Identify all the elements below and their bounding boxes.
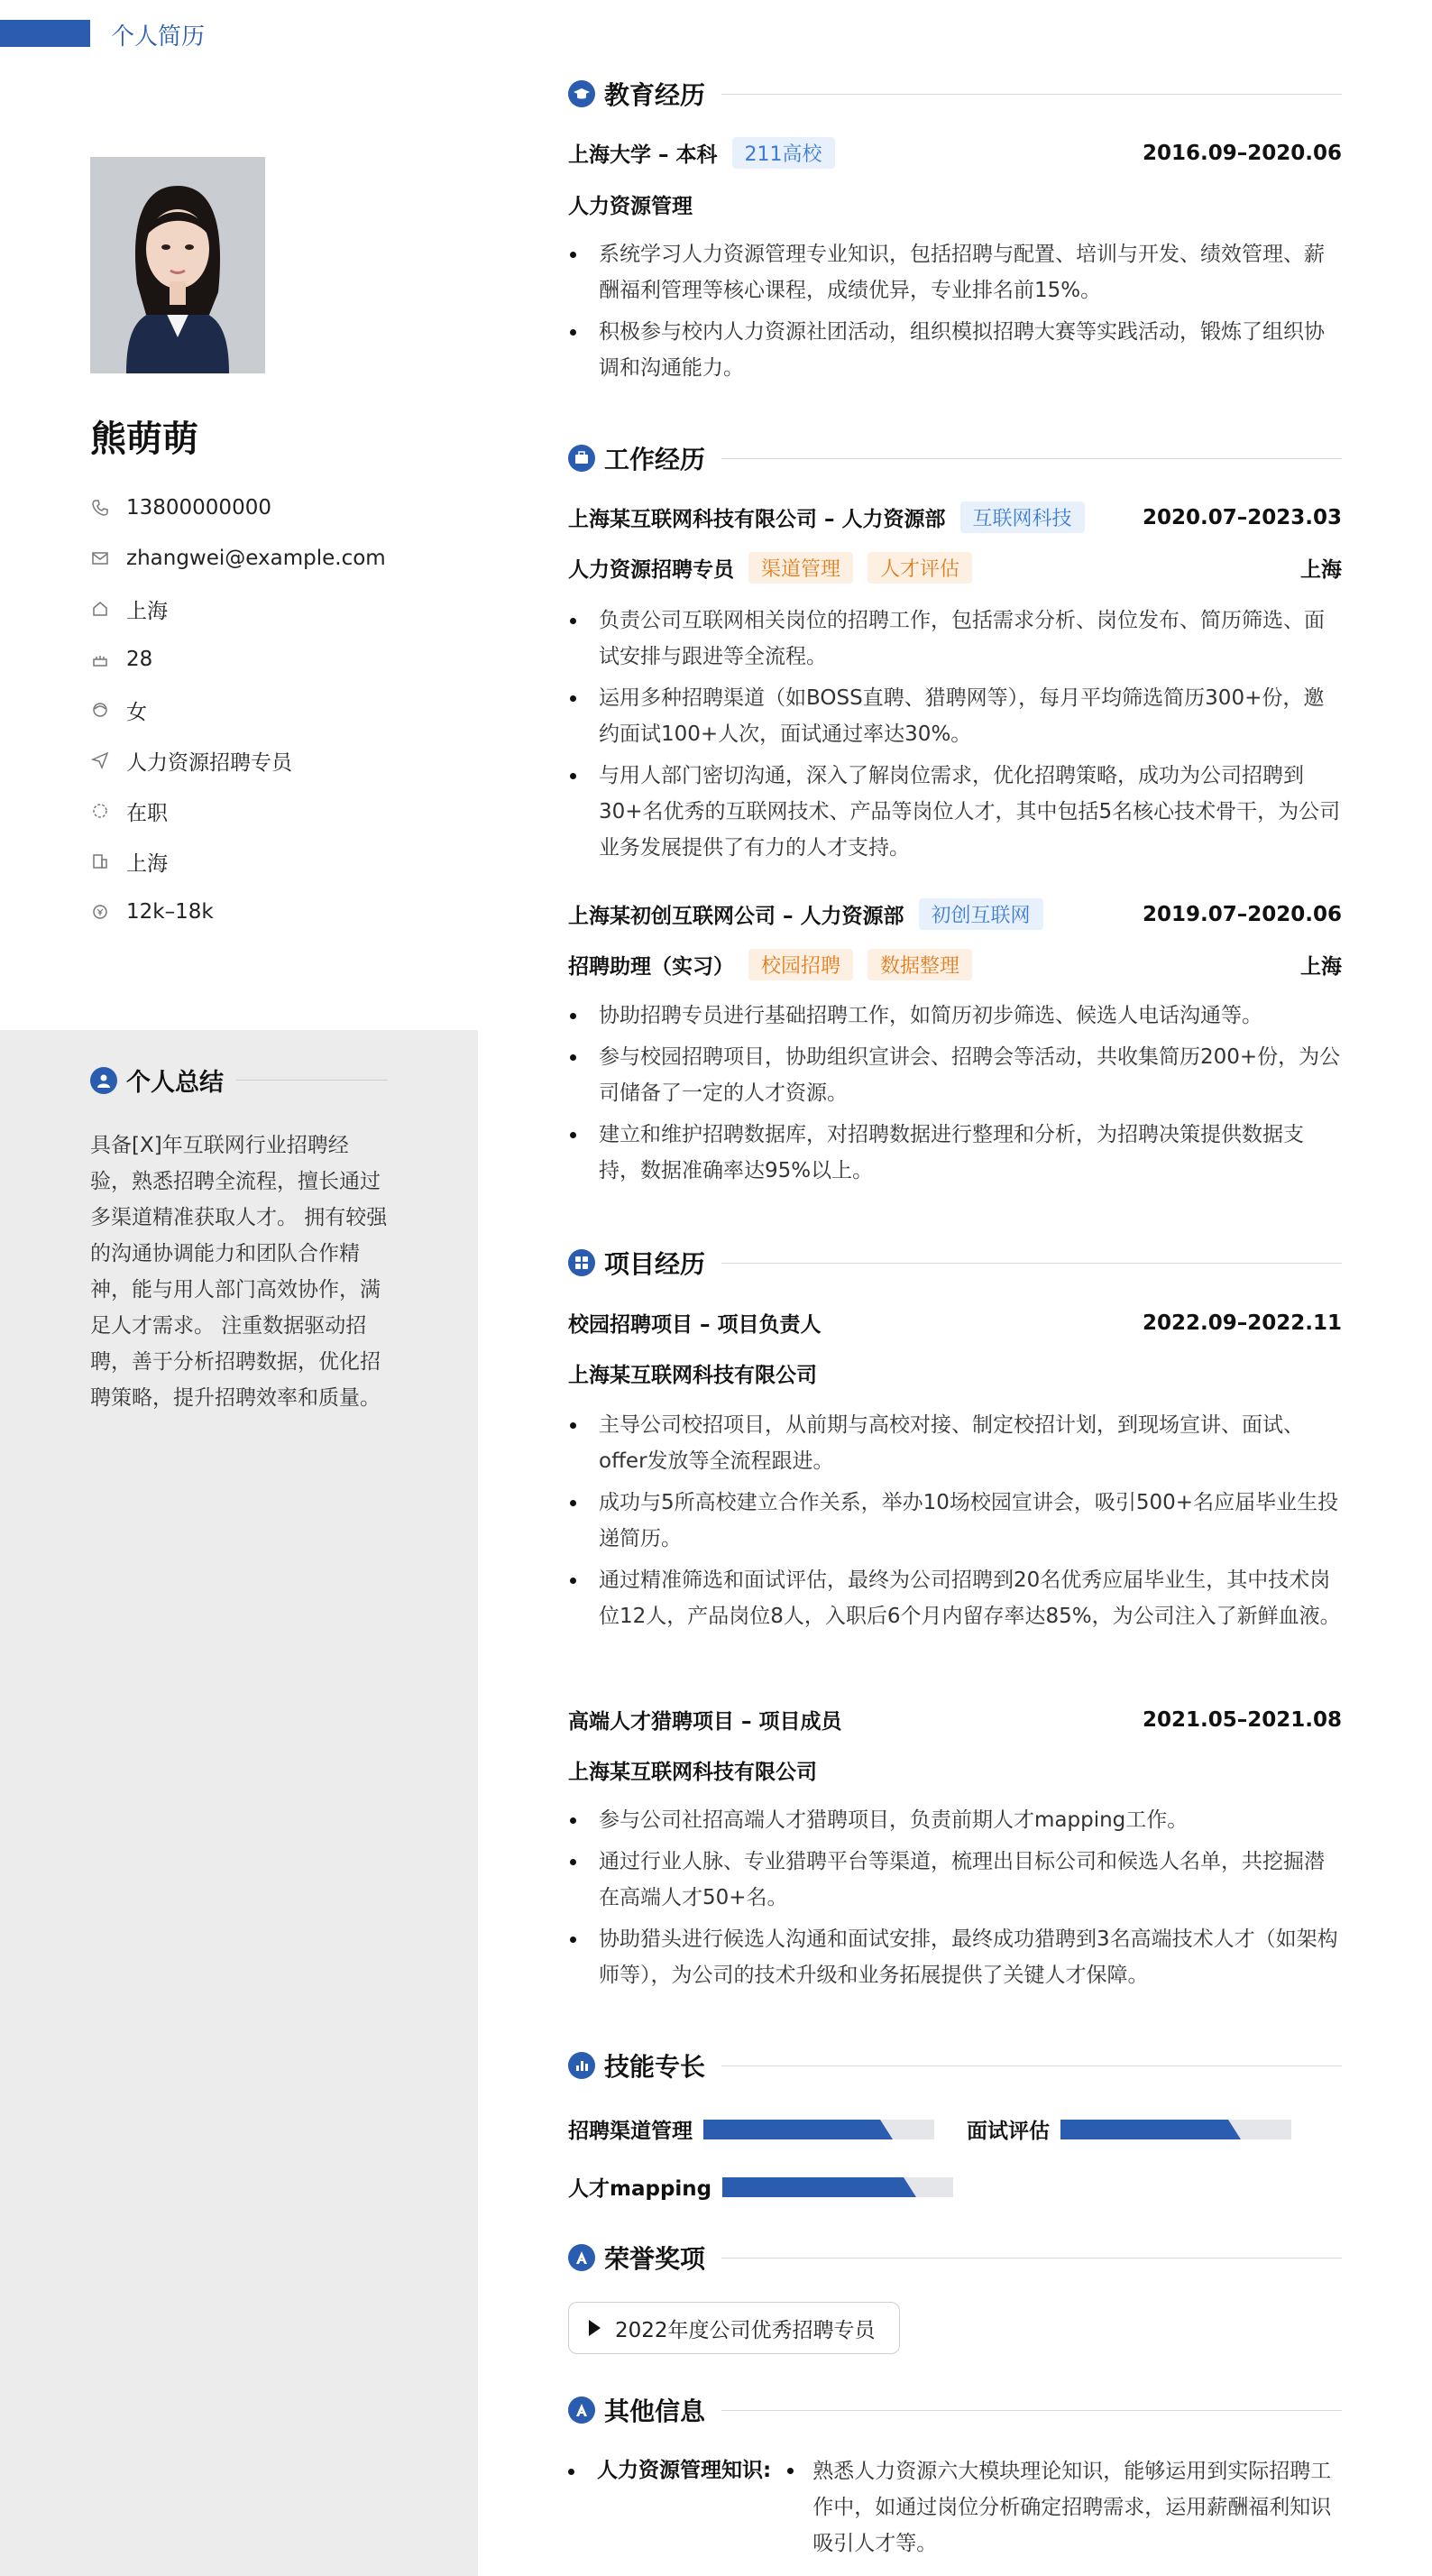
- other-info-row: [568, 2453, 1342, 2562]
- skill-bar-notch: [1228, 2120, 1241, 2139]
- contact-target-role-value: 人力资源招聘专员: [126, 750, 292, 775]
- skill-bar-fill: [1060, 2120, 1241, 2139]
- divider: [721, 458, 1342, 459]
- list-item: 参与公司社招高端人才猎聘项目，负责前期人才mapping工作。: [568, 1802, 1342, 1838]
- salary-icon: [90, 902, 110, 922]
- project-2-bullets: [568, 1802, 1342, 1999]
- header-accent-bar: [0, 20, 90, 47]
- skill-label: 招聘渠道管理: [568, 2120, 693, 2143]
- list-item: 与用人部门密切沟通，深入了解岗位需求，优化招聘策略，成功为公司招聘到30+名优秀的互联网技术、产品等岗位人才，其中包括5名核心技术骨干，为公司业务发展提供了有力的人才支持。: [568, 758, 1342, 866]
- skill-bar-fill: [722, 2177, 916, 2197]
- job-1-tag: 渠道管理: [748, 552, 853, 584]
- skill-bar-fill: [703, 2120, 893, 2139]
- play-icon: [589, 2320, 601, 2336]
- work-title: 工作经历: [604, 445, 706, 474]
- contact-salary: [90, 887, 386, 937]
- other-heading: [568, 2392, 1342, 2428]
- project-2-row: [568, 1705, 1342, 1734]
- contact-gender: [90, 685, 386, 735]
- job-1-date: 2020.07–2023.03: [1142, 505, 1342, 529]
- graduation-cap-icon: [568, 80, 595, 107]
- list-item: 建立和维护招聘数据库，对招聘数据进行整理和分析，为招聘决策提供数据支持，数据准确率达95%以上。: [568, 1117, 1342, 1189]
- project-2-company: 上海某互联网科技有限公司: [568, 1761, 817, 1784]
- award-item: [568, 2302, 900, 2354]
- contact-target-city-value: 上海: [126, 851, 168, 876]
- skill-bar: [722, 2177, 953, 2197]
- list-item: 系统学习人力资源管理专业知识，包括招聘与配置、培训与开发、绩效管理、薪酬福利管理等核心课程，成绩优异，专业排名前15%。: [568, 236, 1342, 308]
- contact-age: [90, 634, 386, 685]
- list-item: 积极参与校内人力资源社团活动，组织模拟招聘大赛等实践活动，锻炼了组织协调和沟通能力。: [568, 314, 1342, 386]
- skill-bar-notch: [880, 2120, 893, 2139]
- job-2-role-row: [568, 949, 1342, 980]
- job-2-tag: 数据整理: [867, 949, 972, 980]
- skills-title: 技能专长: [604, 2052, 706, 2082]
- summary-heading: [90, 1063, 388, 1098]
- list-item: 通过行业人脉、专业猎聘平台等渠道，梳理出目标公司和候选人名单，共挖掘潜在高端人才50+名。: [568, 1844, 1342, 1916]
- briefcase-icon: [568, 445, 595, 472]
- work-heading: [568, 440, 1342, 476]
- education-major: 人力资源管理: [568, 195, 693, 218]
- list-item: 协助猎头进行候选人沟通和面试安排，最终成功猎聘到3名高端技术人才（如架构师等），为公司的技术升级和业务拓展提供了关键人才保障。: [568, 1921, 1342, 1993]
- contact-target-role: [90, 735, 386, 786]
- contact-status: [90, 786, 386, 836]
- projects-title: 项目经历: [604, 1249, 706, 1279]
- cake-icon: [90, 649, 110, 669]
- award-label: 2022年度公司优秀招聘专员: [615, 2318, 876, 2342]
- job-1-company-tag: 互联网科技: [960, 501, 1085, 533]
- honors-heading: [568, 2240, 1342, 2276]
- project-1-row: [568, 1308, 1342, 1338]
- list-item: 参与校园招聘项目，协助组织宣讲会、招聘会等活动，共收集简历200+份，为公司储备了一定的人才资源。: [568, 1039, 1342, 1111]
- list-item: 成功与5所高校建立合作关系，举办10场校园宣讲会，吸引500+名应届毕业生投递简历。: [568, 1485, 1342, 1557]
- divider: [721, 94, 1342, 95]
- skill-bar: [703, 2120, 934, 2139]
- divider: [721, 2410, 1342, 2411]
- bar-chart-icon: [568, 2052, 595, 2079]
- project-2-company-row: [568, 1755, 1342, 1785]
- project-1-bullets: [568, 1407, 1342, 1640]
- skill-label: 面试评估: [967, 2120, 1050, 2143]
- summary-text: 具备[X]年互联网行业招聘经验，熟悉招聘全流程，擅长通过多渠道精准获取人才。 拥有较强的沟通协调能力和团队合作精神，能与用人部门高效协作，满足人才需求。 注重数据驱动招聘，善于分析招聘数据，优化招聘策略，提升招聘效率和质量。: [90, 1134, 388, 1410]
- other-info-key: 人力资源管理知识:: [568, 2453, 771, 2562]
- education-bullets: [568, 236, 1342, 391]
- education-school: 上海大学 – 本科: [568, 143, 718, 167]
- job-2-tag: 校园招聘: [748, 949, 853, 980]
- status-icon: [90, 801, 110, 821]
- other-info-value: 熟悉人力资源六大模块理论知识，能够运用到实际招聘工作中，如通过岗位分析确定招聘需求，运用薪酬福利知识吸引人才等。: [782, 2453, 1342, 2562]
- skill-item: [967, 2114, 1291, 2144]
- contact-phone-value: 13800000000: [126, 496, 271, 520]
- skills-heading: [568, 2047, 1342, 2084]
- summary-title: 个人总结: [126, 1069, 224, 1097]
- list-item: 运用多种招聘渠道（如BOSS直聘、猎聘网等），每月平均筛选简历300+份，邀约面试100+人次，面试通过率达30%。: [568, 680, 1342, 752]
- skill-item: [568, 2114, 934, 2144]
- job-2-bullets: [568, 998, 1342, 1194]
- job-1-bullets: [568, 603, 1342, 871]
- contact-residence: [90, 584, 386, 634]
- skill-bar: [1060, 2120, 1291, 2139]
- education-school-row: [568, 137, 1342, 169]
- avatar: [90, 157, 265, 373]
- job-2-company: 上海某初创互联网公司 – 人力资源部: [568, 905, 904, 928]
- phone-icon: [90, 498, 110, 518]
- skill-bar-notch: [904, 2177, 916, 2197]
- contact-status-value: 在职: [126, 801, 168, 825]
- divider: [721, 2065, 1342, 2066]
- project-1-company: 上海某互联网科技有限公司: [568, 1364, 817, 1387]
- list-item: 负责公司互联网相关岗位的招聘工作，包括需求分析、岗位发布、简历筛选、面试安排与跟进等全流程。: [568, 603, 1342, 675]
- contact-age-value: 28: [126, 648, 153, 671]
- award-icon: [568, 2244, 595, 2271]
- building-icon: [90, 851, 110, 871]
- education-title: 教育经历: [604, 80, 706, 110]
- education-date: 2016.09–2020.06: [1142, 141, 1342, 165]
- contact-salary-value: 12k–18k: [126, 900, 214, 924]
- job-2-company-tag: 初创互联网: [919, 898, 1043, 930]
- job-1-tag: 人才评估: [867, 552, 972, 584]
- list-item: 通过精准筛选和面试评估，最终为公司招聘到20名优秀应届毕业生，其中技术岗位12人，产品岗位8人，入职后6个月内留存率达85%，为公司注入了新鲜血液。: [568, 1562, 1342, 1634]
- contact-list: [90, 483, 386, 937]
- divider: [721, 1263, 1342, 1264]
- job-1-company: 上海某互联网科技有限公司 – 人力资源部: [568, 508, 946, 531]
- list-item: 协助招聘专员进行基础招聘工作，如简历初步筛选、候选人电话沟通等。: [568, 998, 1342, 1034]
- gender-icon: [90, 700, 110, 720]
- project-1-date: 2022.09–2022.11: [1142, 1311, 1342, 1335]
- contact-gender-value: 女: [126, 700, 147, 724]
- divider: [721, 2258, 1342, 2259]
- job-2-date: 2019.07–2020.06: [1142, 902, 1342, 926]
- project-1-name: 校园招聘项目 – 项目负责人: [568, 1313, 822, 1337]
- project-2-name: 高端人才猎聘项目 – 项目成员: [568, 1710, 842, 1734]
- skill-label: 人才mapping: [568, 2177, 712, 2201]
- list-item: 主导公司校招项目，从前期与高校对接、制定校招计划，到现场宣讲、面试、offer发放等全流程跟进。: [568, 1407, 1342, 1479]
- contact-email: [90, 533, 386, 584]
- contact-target-city: [90, 836, 386, 887]
- job-1-location: 上海: [1300, 558, 1342, 582]
- project-2-date: 2021.05–2021.08: [1142, 1707, 1342, 1732]
- projects-heading: [568, 1245, 1342, 1281]
- other-title: 其他信息: [604, 2397, 706, 2426]
- contact-phone: [90, 483, 386, 533]
- home-icon: [90, 599, 110, 619]
- contact-residence-value: 上海: [126, 599, 168, 623]
- contact-email-value: zhangwei@example.com: [126, 547, 386, 570]
- grid-icon: [568, 1249, 595, 1276]
- mail-icon: [90, 548, 110, 568]
- education-major-row: [568, 189, 1342, 219]
- education-heading: [568, 76, 1342, 112]
- job-1-role: 人力资源招聘专员: [568, 558, 734, 582]
- job-2-location: 上海: [1300, 955, 1342, 979]
- job-2-company-row: [568, 898, 1342, 930]
- send-icon: [90, 750, 110, 770]
- job-1-company-row: [568, 501, 1342, 533]
- page-title: 个人简历: [111, 23, 206, 51]
- user-icon: [90, 1067, 117, 1094]
- honors-title: 荣誉奖项: [604, 2244, 706, 2274]
- job-2-role: 招聘助理（实习）: [568, 955, 734, 979]
- info-icon: [568, 2397, 595, 2424]
- profile-name: 熊萌萌: [90, 419, 198, 460]
- skill-item: [568, 2172, 953, 2202]
- project-1-company-row: [568, 1358, 1342, 1388]
- education-tag: 211高校: [732, 137, 835, 169]
- job-1-role-row: [568, 552, 1342, 584]
- divider: [236, 1080, 388, 1081]
